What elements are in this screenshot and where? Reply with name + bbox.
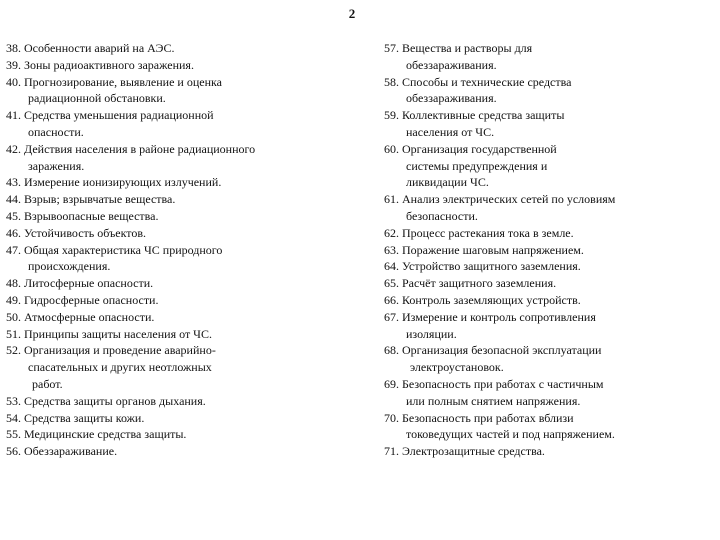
question-text-continuation: населения от ЧС. [406,124,495,139]
question-item [384,40,714,74]
question-number: 53. [6,393,21,408]
question-first-line [6,309,336,326]
question-number: 42. [6,141,21,156]
question-item [6,292,336,309]
question-first-line [6,393,336,410]
question-item [6,342,336,392]
question-item [6,225,336,242]
question-text: Взрывоопасные вещества. [24,208,159,223]
question-text: Анализ электрических сетей по условиям [402,192,616,207]
question-text: Поражение шаговым напряжением. [402,242,584,257]
question-item [6,443,336,460]
question-number: 64. [384,259,399,274]
question-item [384,410,714,444]
question-number: 61. [384,192,399,207]
question-number: 62. [384,225,399,240]
question-item [384,225,714,242]
question-first-line [6,57,336,74]
question-item [384,376,714,410]
question-item [6,174,336,191]
question-text: Атмосферные опасности. [24,309,155,324]
question-item [384,74,714,108]
question-text-continuation: токоведущих частей и под напряжением. [406,427,615,442]
question-number: 43. [6,175,21,190]
question-text: Организация государственной [402,141,557,156]
question-item [384,342,714,376]
question-number: 45. [6,208,21,223]
question-item [6,242,336,276]
question-item [6,208,336,225]
question-first-line [6,292,336,309]
question-text: Обеззараживание. [24,444,118,459]
question-text: Процесс растекания тока в земле. [402,225,574,240]
question-number: 69. [384,376,399,391]
question-first-line [6,40,336,57]
question-item [6,410,336,427]
questions-right-column [384,40,714,460]
question-item [384,141,714,191]
question-text: Действия населения в районе радиационного [24,141,256,156]
question-first-line [384,107,714,124]
question-first-line [6,191,336,208]
question-number: 70. [384,410,399,425]
question-number: 46. [6,225,21,240]
question-text-continuation: опасности. [28,124,84,139]
question-first-line [6,141,336,158]
question-first-line [384,443,714,460]
question-number: 56. [6,444,21,459]
question-text: Контроль заземляющих устройств. [402,292,581,307]
question-text: Медицинские средства защиты. [24,427,187,442]
question-text: Прогнозирование, выявление и оценка [24,74,222,89]
question-text: Расчёт защитного заземления. [402,276,557,291]
page-number: 2 [348,6,356,21]
question-text: Зоны радиоактивного заражения. [24,57,194,72]
question-first-line [384,376,714,393]
question-item [6,74,336,108]
question-item [6,57,336,74]
question-number: 60. [384,141,399,156]
question-text: Средства защиты кожи. [24,410,145,425]
question-number: 51. [6,326,21,341]
question-text: Средства уменьшения радиационной [24,108,214,123]
question-first-line [384,309,714,326]
question-first-line [6,342,336,359]
question-text: Общая характеристика ЧС природного [24,242,223,257]
question-number: 71. [384,444,399,459]
question-number: 54. [6,410,21,425]
question-item [384,107,714,141]
question-text: Взрыв; взрывчатые вещества. [24,192,176,207]
question-text: Коллективные средства защиты [402,108,565,123]
question-number: 48. [6,276,21,291]
question-number: 52. [6,343,21,358]
question-text-continuation: изоляции. [406,326,457,341]
question-first-line [384,74,714,91]
question-number: 59. [384,108,399,123]
question-first-line [384,258,714,275]
question-text: Гидросферные опасности. [24,292,159,307]
question-first-line [6,275,336,292]
question-text: Устройство защитного заземления. [402,259,581,274]
question-text: Принципы защиты населения от ЧС. [24,326,212,341]
question-text: Средства защиты органов дыхания. [24,393,206,408]
question-first-line [384,191,714,208]
question-number: 41. [6,108,21,123]
question-number: 50. [6,309,21,324]
question-first-line [6,410,336,427]
question-first-line [384,410,714,427]
question-number: 49. [6,292,21,307]
question-text-continuation: обеззараживания. [406,91,497,106]
question-text-continuation: ликвидации ЧС. [406,175,489,190]
question-text: Особенности аварий на АЭС. [24,41,175,55]
question-first-line [384,225,714,242]
question-text: Литосферные опасности. [24,276,154,291]
question-number: 38. [6,41,21,55]
question-number: 68. [384,343,399,358]
question-first-line [6,426,336,443]
question-first-line [6,225,336,242]
question-text-continuation: заражения. [28,158,85,173]
question-text: Измерение ионизирующих излучений. [24,175,222,190]
question-text: Организация и проведение аварийно- [24,343,216,358]
question-first-line [6,242,336,259]
question-number: 39. [6,57,21,72]
question-item [6,191,336,208]
question-text: Безопасность при работах с частичным [402,376,604,391]
question-first-line [384,141,714,158]
question-first-line [6,208,336,225]
question-text-continuation: спасательных и других неотложных [28,360,212,375]
question-text: Способы и технические средства [402,74,572,89]
question-text: Организация безопасной эксплуатации [402,343,602,358]
question-first-line [6,174,336,191]
question-number: 47. [6,242,21,257]
question-text-continuation: происхождения. [28,259,111,274]
question-first-line [6,326,336,343]
question-item [384,443,714,460]
question-text-continuation: обеззараживания. [406,57,497,72]
question-text: Измерение и контроль сопротивления [402,309,596,324]
question-item [6,309,336,326]
question-first-line [6,443,336,460]
question-item [6,40,336,57]
question-item [6,275,336,292]
question-text-continuation: электроустановок. [410,360,504,375]
question-text-continuation: или полным снятием напряжения. [406,393,581,408]
question-number: 66. [384,292,399,307]
question-number: 40. [6,74,21,89]
question-number: 65. [384,276,399,291]
question-item [384,275,714,292]
question-text: Электрозащитные средства. [402,444,545,459]
question-item [384,258,714,275]
question-first-line [6,74,336,91]
question-text-continuation: безопасности. [406,208,478,223]
question-item [6,141,336,175]
question-item [6,107,336,141]
question-text-continuation: работ. [32,376,63,391]
question-item [6,426,336,443]
question-number: 63. [384,242,399,257]
question-first-line [384,275,714,292]
question-number: 58. [384,74,399,89]
questions-left-column [6,40,336,460]
question-number: 57. [384,41,399,55]
question-number: 44. [6,192,21,207]
question-first-line [6,107,336,124]
question-text: Устойчивость объектов. [24,225,147,240]
question-number: 67. [384,309,399,324]
question-first-line [384,242,714,259]
question-first-line [384,292,714,309]
question-text: Безопасность при работах вблизи [402,410,574,425]
question-text: Вещества и растворы для [402,41,533,55]
question-first-line [384,40,714,57]
question-item [6,326,336,343]
question-text-continuation: радиационной обстановки. [28,91,166,106]
question-item [384,309,714,343]
question-number: 55. [6,427,21,442]
question-item [384,191,714,225]
question-item [6,393,336,410]
question-text-continuation: системы предупреждения и [406,158,548,173]
question-item [384,292,714,309]
question-first-line [384,342,714,359]
question-item [384,242,714,259]
